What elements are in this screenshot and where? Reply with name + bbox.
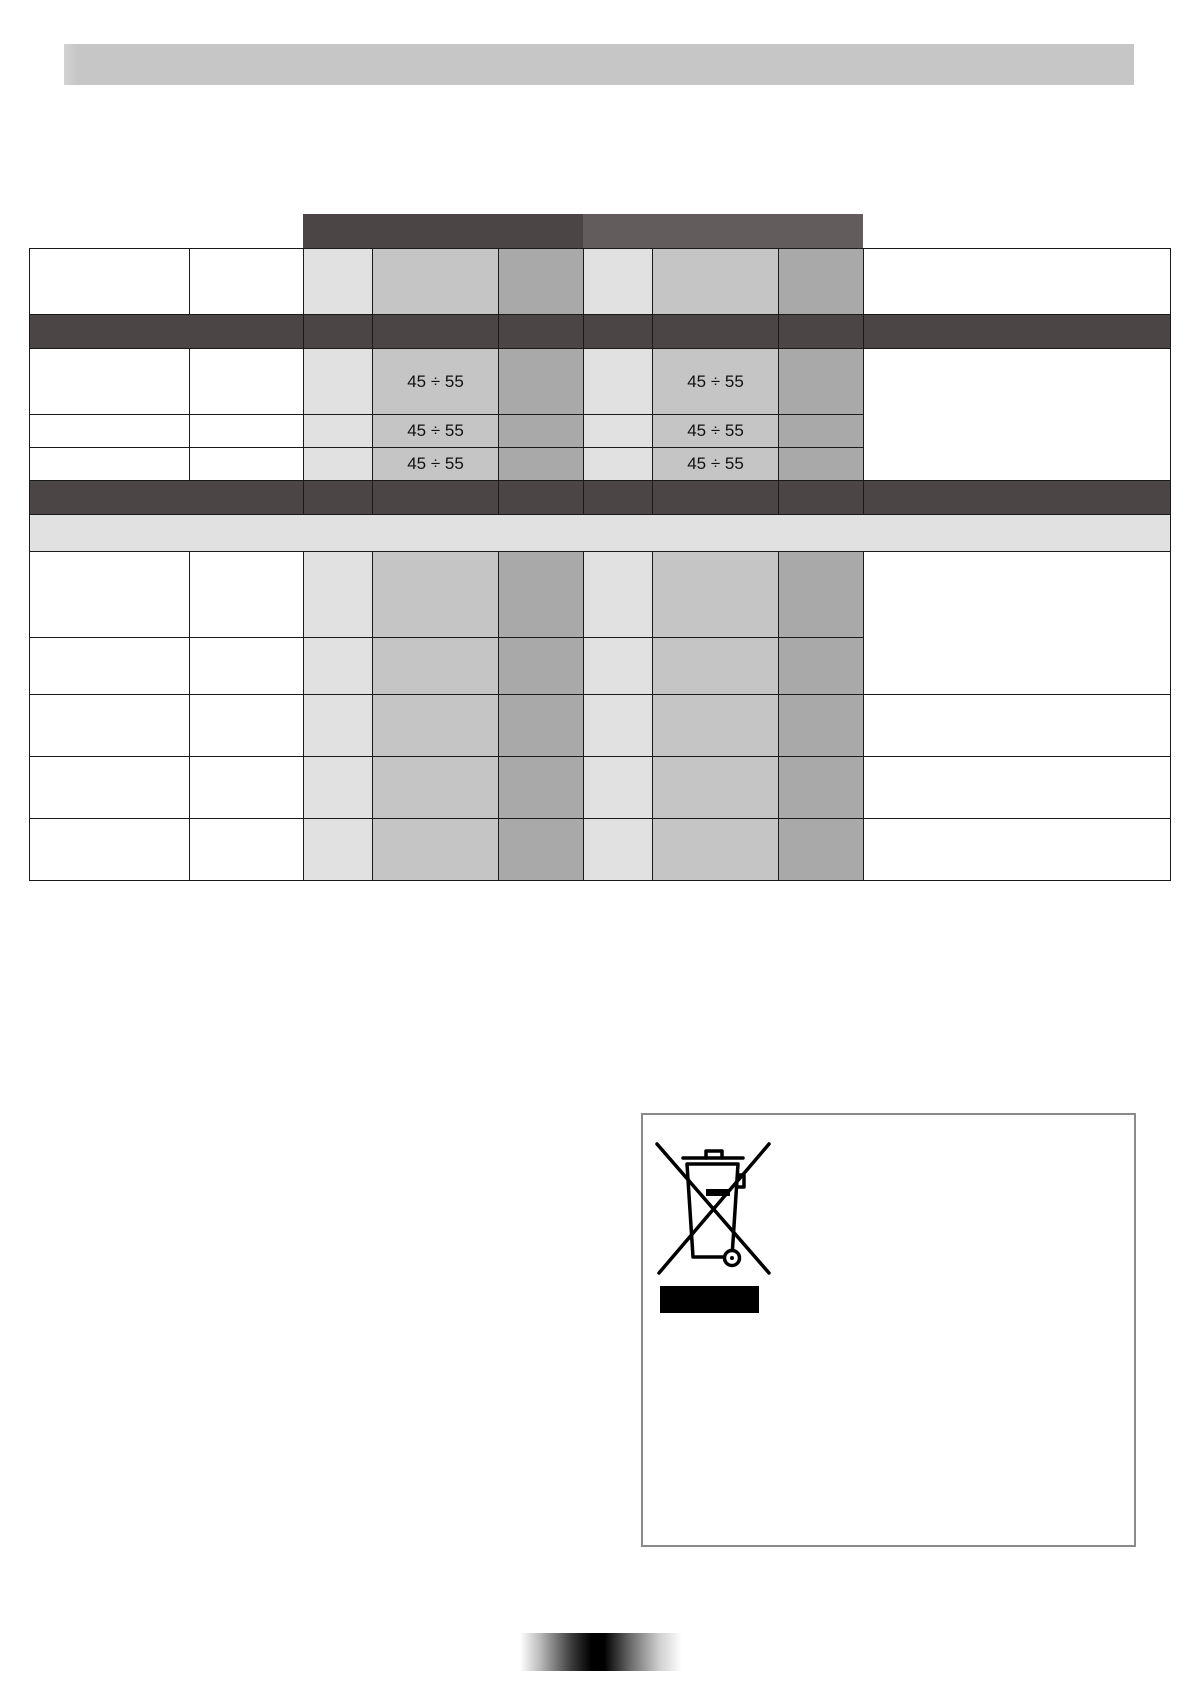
table-cell xyxy=(499,638,584,695)
crossed-out-wheelie-bin-icon xyxy=(649,1127,771,1277)
weee-black-bar xyxy=(660,1286,759,1313)
value-cell: 45 ÷ 55 xyxy=(373,448,499,481)
table-cell xyxy=(779,695,864,757)
section-header-cell xyxy=(30,315,304,349)
settings-table-container xyxy=(29,214,1170,881)
table-cell xyxy=(653,638,779,695)
table-cell xyxy=(190,695,304,757)
section-header-cell xyxy=(864,481,1171,515)
table-row xyxy=(30,349,1171,415)
table-cell xyxy=(30,415,190,448)
table-cell xyxy=(584,415,653,448)
section-header-row xyxy=(30,315,1171,349)
table-cell xyxy=(304,757,373,819)
table-cell xyxy=(584,349,653,415)
value-cell: 45 ÷ 55 xyxy=(653,349,779,415)
value-cell: 45 ÷ 55 xyxy=(373,415,499,448)
table-header-row xyxy=(30,249,1171,315)
table-cell xyxy=(30,757,190,819)
section-header-cell xyxy=(653,481,779,515)
table-cell xyxy=(584,695,653,757)
section-header-cell xyxy=(304,315,373,349)
table-cell xyxy=(779,349,864,415)
table-cell xyxy=(584,819,653,881)
section-header-cell xyxy=(653,315,779,349)
value-cell: 45 ÷ 55 xyxy=(373,349,499,415)
column-group-header-2 xyxy=(583,214,863,248)
header-cell xyxy=(584,249,653,315)
weee-disposal-notice xyxy=(641,1113,1136,1547)
page-number-tab xyxy=(520,1633,682,1671)
section-header-cell xyxy=(499,315,584,349)
table-row xyxy=(30,819,1171,881)
notes-cell xyxy=(864,349,1171,481)
section-header-cell xyxy=(304,481,373,515)
table-cell xyxy=(30,349,190,415)
table-cell xyxy=(30,448,190,481)
subsection-band-cell xyxy=(30,515,1171,552)
section-header-cell xyxy=(30,481,304,515)
table-cell xyxy=(190,757,304,819)
table-cell xyxy=(653,757,779,819)
table-row xyxy=(30,695,1171,757)
table-cell xyxy=(30,819,190,881)
table-cell xyxy=(584,448,653,481)
table-cell xyxy=(373,757,499,819)
table-cell xyxy=(779,448,864,481)
section-header-cell xyxy=(584,315,653,349)
header-cell xyxy=(30,249,190,315)
table-cell xyxy=(584,552,653,638)
table-row xyxy=(30,552,1171,638)
table-cell xyxy=(190,638,304,695)
section-header-cell xyxy=(779,315,864,349)
table-cell xyxy=(190,349,304,415)
table-cell xyxy=(499,695,584,757)
section-header-cell xyxy=(499,481,584,515)
header-cell xyxy=(653,249,779,315)
column-group-header-1 xyxy=(303,214,583,248)
table-cell xyxy=(779,757,864,819)
table-cell xyxy=(779,552,864,638)
table-cell xyxy=(304,819,373,881)
subsection-band-row xyxy=(30,515,1171,552)
table-cell xyxy=(304,415,373,448)
page-header-bar xyxy=(64,44,1134,85)
table-cell xyxy=(304,638,373,695)
header-cell xyxy=(304,249,373,315)
table-cell xyxy=(373,638,499,695)
table-cell xyxy=(304,695,373,757)
header-cell xyxy=(373,249,499,315)
table-cell xyxy=(373,819,499,881)
table-cell xyxy=(653,819,779,881)
table-cell xyxy=(779,638,864,695)
table-cell xyxy=(779,415,864,448)
table-cell xyxy=(373,552,499,638)
settings-table xyxy=(29,248,1171,881)
column-group-headers xyxy=(29,214,1170,248)
table-cell xyxy=(30,552,190,638)
table-cell xyxy=(499,552,584,638)
table-cell xyxy=(190,448,304,481)
section-header-cell xyxy=(373,481,499,515)
table-cell xyxy=(653,695,779,757)
section-header-cell xyxy=(373,315,499,349)
table-cell xyxy=(304,349,373,415)
header-cell xyxy=(779,249,864,315)
notes-cell xyxy=(864,757,1171,819)
table-row xyxy=(30,757,1171,819)
table-cell xyxy=(190,415,304,448)
section-header-cell xyxy=(584,481,653,515)
table-cell xyxy=(30,638,190,695)
table-cell xyxy=(779,819,864,881)
table-cell xyxy=(304,448,373,481)
table-cell xyxy=(499,448,584,481)
header-cell xyxy=(499,249,584,315)
table-cell xyxy=(373,695,499,757)
table-cell xyxy=(499,349,584,415)
table-cell xyxy=(190,552,304,638)
table-cell xyxy=(653,552,779,638)
table-cell xyxy=(499,819,584,881)
value-cell: 45 ÷ 55 xyxy=(653,415,779,448)
value-cell: 45 ÷ 55 xyxy=(653,448,779,481)
notes-cell xyxy=(864,819,1171,881)
table-cell xyxy=(584,757,653,819)
section-header-cell xyxy=(779,481,864,515)
section-header-cell xyxy=(864,315,1171,349)
table-cell xyxy=(304,552,373,638)
table-cell xyxy=(584,638,653,695)
section-header-row xyxy=(30,481,1171,515)
header-cell xyxy=(190,249,304,315)
table-cell xyxy=(499,757,584,819)
notes-cell xyxy=(864,695,1171,757)
table-cell xyxy=(190,819,304,881)
table-cell xyxy=(30,695,190,757)
table-cell xyxy=(499,415,584,448)
header-cell xyxy=(864,249,1171,315)
notes-cell xyxy=(864,552,1171,695)
